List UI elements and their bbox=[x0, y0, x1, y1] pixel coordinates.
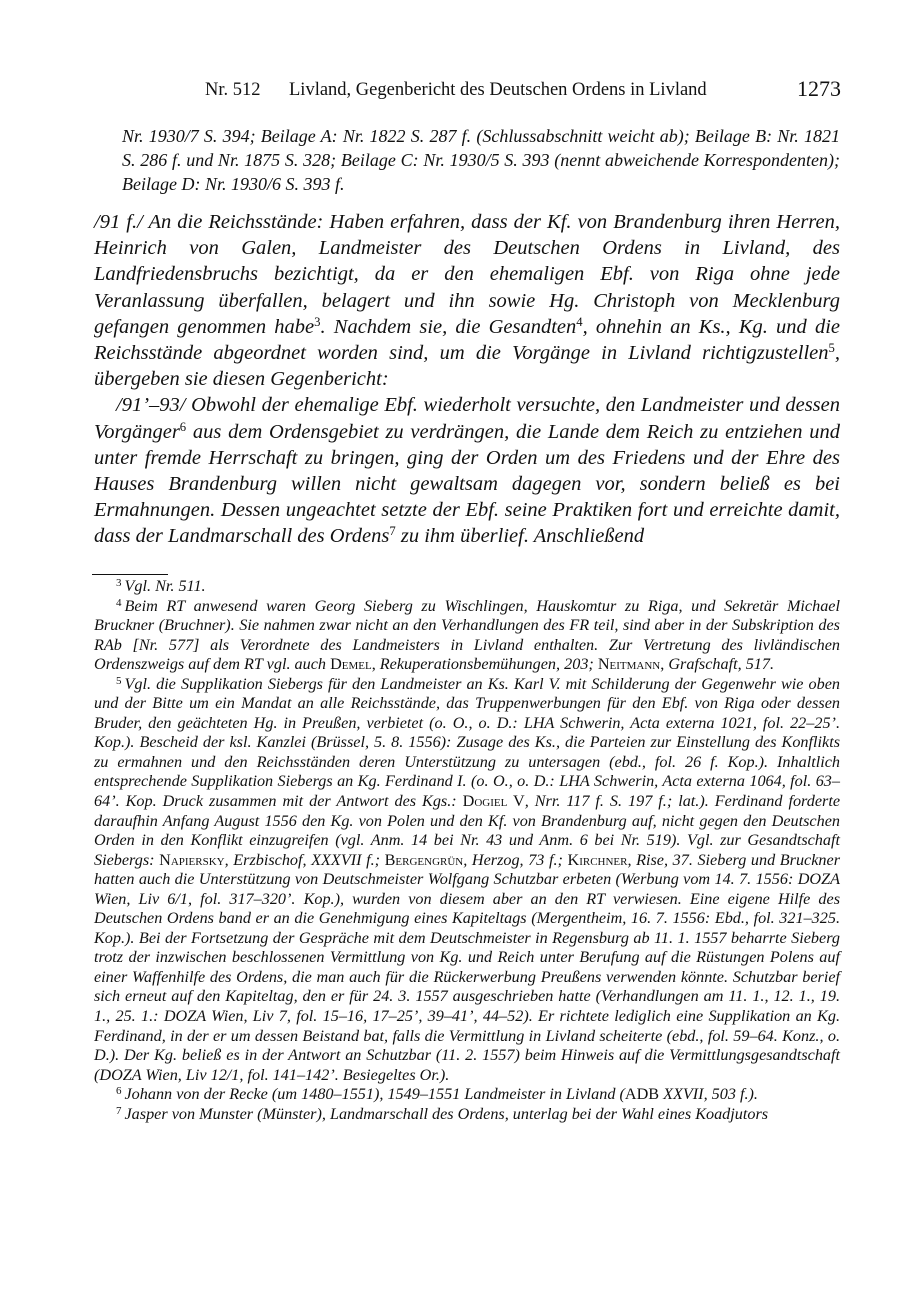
footnote-text: , Herzog, 73 f.; bbox=[463, 850, 568, 869]
footnote-3 bbox=[94, 577, 840, 597]
footnote-number: 4 bbox=[116, 596, 122, 609]
text-run: /91’–93/ Obwohl der ehemalige Ebf. wiederholt versuchte, den Landmeister und dessen Vorgänger bbox=[94, 394, 840, 443]
footnote-text: , 517. bbox=[737, 655, 775, 674]
text-run: aus dem Ordensgebiet zu verdrängen, die Lande dem Reich zu entziehen und unter fremde Herrschaft zu bringen, ging der Orden um des Friedens und der Ehre des Hauses Brandenburg willen nicht gewaltsam dagegen vor, sondern beließ es bei Ermahnungen. Dessen ungeachtet setzte der Ebf. seine Praktiken fort und erreichte damit, dass der Landmarschall des Ordens bbox=[94, 420, 840, 548]
work-title: Rekuperationsbemühungen bbox=[379, 655, 557, 674]
footnote-5 bbox=[94, 675, 840, 1085]
text-run: /91 f./ An die Reichsstände: Haben erfahren, dass der Kf. von Brandenburg ihren Herren, Heinrich von Galen, Landmeister des Deutschen Ordens in Livland, des Landfriedensbruchs bezichtigt, da er den ehemaligen Ebf. von Riga ohne jede Veranlassung überfallen, belagert und ihn sowie Hg. Christoph von Mecklenburg gefangen genommen habe bbox=[94, 211, 840, 338]
punctuation: , bbox=[371, 655, 380, 674]
footnote-text: , Erzbischof, XXXVII f.; bbox=[224, 850, 385, 869]
footnote-7 bbox=[94, 1105, 840, 1125]
footnote-text: XXVII, 503 f.). bbox=[659, 1085, 758, 1104]
footnotes bbox=[94, 577, 840, 1124]
source-references-text: Nr. 1930/7 S. 394; Beilage A: Nr. 1822 S. 287 f. (Schlussabschnitt weicht ab); Beilage B: Nr. 1821 S. 286 f. und Nr. 1875 S. 328; Beilage C: Nr. 1930/5 S. 393 (nennt abweichende Korrespondenten); Beilage D: Nr. 1930/6 S. 393 f. bbox=[122, 126, 840, 194]
author-name: Napiersky bbox=[159, 850, 225, 869]
footnote-text: , Rise, 37. Sieberg und Bruckner hatten auch die Unterstützung von Deutschmeister Wolfgang Schutzbar erbeten (Werbung vom 14. 7. 1556: DOZA Wien, Liv 6/1, fol. 317–320’. Kop.), wurden von diesem aber an den RT verwiesen. Eine eigene Hilfe des Deutschen Ordens band er an die Genehmigung eines Kapiteltags (Mergentheim, 16. 7. 1556: Ebd., fol. 321–325. Kop.). Bei der Fortsetzung der Gespräche mit dem Deutschmeister in Regensburg ab 11. 1. 1557 beharrte Sieberg trotz der inzwischen beschlossenen Vermittlung von Kg. und Reich unter Berufung auf die Rüstungen Polens auf einer Waffenhilfe des Ordens, die man auch für die Rückerwerbung Preußens verwenden könnte. Schutzbar berief sich erneut auf den Kapiteltag, den er für 24. 3. 1557 ausgeschrieben hatte (Verhandlungen am 11. 1., 12. 1., 19. 1., 25. 1.: DOZA Wien, Liv 7, fol. 15–16, 17–25’, 39–41’, 44–52). Er richtete lediglich eine Supplikation an Kg. Ferdinand, in der er um dessen Beistand bat, falls die Vermittlung in Livland scheiterte (ebd., fol. 59–64. Konz., o. D.). Der Kg. beließ es in der Antwort an Schutzbar (11. 2. 1557) beim Hinweis auf die Vermittlungsgesandtschaft (DOZA Wien, Liv 12/1, fol. 141–142’. Besiegeltes Or.). bbox=[94, 850, 840, 1084]
footnote-ref-6[interactable]: 6 bbox=[179, 419, 187, 434]
footnote-number: 6 bbox=[116, 1085, 122, 1098]
footnote-4 bbox=[94, 597, 840, 675]
footnote-6 bbox=[94, 1085, 840, 1105]
author-name: Neitmann bbox=[597, 655, 661, 674]
text-run: , übergeben sie diesen Gegenbericht: bbox=[94, 342, 840, 391]
document-number: Nr. 512 bbox=[205, 80, 261, 100]
footnote-text: Johann von der Recke (um 1480–1551), 1549–1551 Landmeister in Livland ( bbox=[124, 1085, 625, 1104]
author-name: Dogiel V bbox=[462, 792, 525, 811]
footnote-ref-3[interactable]: 3 bbox=[314, 314, 321, 329]
running-title: Livland, Gegenbericht des Deutschen Ordens in Livland bbox=[289, 80, 707, 100]
main-paragraph-2 bbox=[94, 392, 840, 549]
source-references bbox=[122, 124, 840, 196]
main-text bbox=[94, 209, 840, 550]
footnote-text: Vgl. die Supplikation Siebergs für den Landmeister an Ks. Karl V. mit Schilderung der Gegenwehr wie oben und der Bitte um ein Mandat an alle Reichsstände, das Truppenwerbungen für den Ebf. von Riga oder dessen Bruder, den geächteten Hg. in Preußen, verbietet (o. O., o. D.: LHA Schwerin, Acta externa 1021, fol. 22–25’. Kop.). Bescheid der ksl. Kanzlei (Brüssel, 5. 8. 1556): Zusage des Ks., die Parteien zur Einstellung des Konflikts zu ermahnen und den Reichsständen deren Unterstützung zu untersagen (ebd., fol. 26 f. Kop.). Inhaltlich entsprechende Supplikation Siebergs an Kg. Ferdinand I. (o. O., o. D.: LHA Schwerin, Acta externa 1064, fol. 63–64’. Kop. Druck zusammen mit der Antwort des Kgs.: bbox=[94, 674, 840, 811]
footnote-number: 7 bbox=[116, 1104, 122, 1117]
source-abbreviation: ADB bbox=[624, 1085, 660, 1104]
footnote-ref-5[interactable]: 5 bbox=[828, 341, 835, 356]
running-header bbox=[205, 76, 845, 106]
author-name: Kirchner bbox=[567, 850, 628, 869]
author-name: Bergengrün bbox=[384, 850, 464, 869]
main-paragraph-1 bbox=[94, 209, 840, 392]
punctuation: , bbox=[660, 655, 669, 674]
work-title: Grafschaft bbox=[668, 655, 738, 674]
footnote-text: Jasper von Munster (Münster), Landmarschall des Ordens, unterlag bei der Wahl eines Koadjutors bbox=[124, 1104, 769, 1123]
footnote-ref-4[interactable]: 4 bbox=[576, 314, 583, 329]
footnote-number: 5 bbox=[116, 674, 122, 687]
page-number: 1273 bbox=[797, 76, 841, 101]
footnote-text: , 203; bbox=[556, 655, 598, 674]
footnote-number: 3 bbox=[116, 577, 122, 590]
author-name: Demel bbox=[330, 655, 372, 674]
footnote-text: Beim RT anwesend waren Georg Sieberg zu Wischlingen, Hauskomtur zu Riga, und Sekretär Michael Bruckner (Bruchner). Sie nahmen zwar nicht an den Verhandlungen des FR teil, sind aber in der Subskription des RAb [Nr. 577] als Verordnete des Landmeisters in Livland enthalten. Zur Vertretung des livländischen Ordenszweigs auf dem RT vgl. auch bbox=[94, 596, 840, 674]
footnote-text: Vgl. Nr. 511. bbox=[124, 577, 206, 595]
text-run: , ohnehin an Ks., Kg. und die Reichsstände abgeordnet worden sind, um die Vorgänge in Livland richtigzustellen bbox=[94, 315, 840, 365]
footnote-ref-7[interactable]: 7 bbox=[389, 524, 396, 539]
text-run: zu ihm überlief. Anschließend bbox=[395, 525, 645, 548]
footnote-text: , Nrr. 117 f. S. 197 f.; lat.). Ferdinand forderte daraufhin Anfang August 1556 den Kg. von Polen und den Kf. von Brandenburg auf, nicht gegen den Deutschen Orden in den Konflikt einzugreifen (vgl. Anm. 14 bei Nr. 43 und Anm. 6 bei Nr. 519). Vgl. zur Gesandtschaft Siebergs: bbox=[94, 792, 841, 869]
text-run: . Nachdem sie, die Gesandten bbox=[320, 315, 577, 338]
footnote-divider bbox=[92, 574, 168, 575]
